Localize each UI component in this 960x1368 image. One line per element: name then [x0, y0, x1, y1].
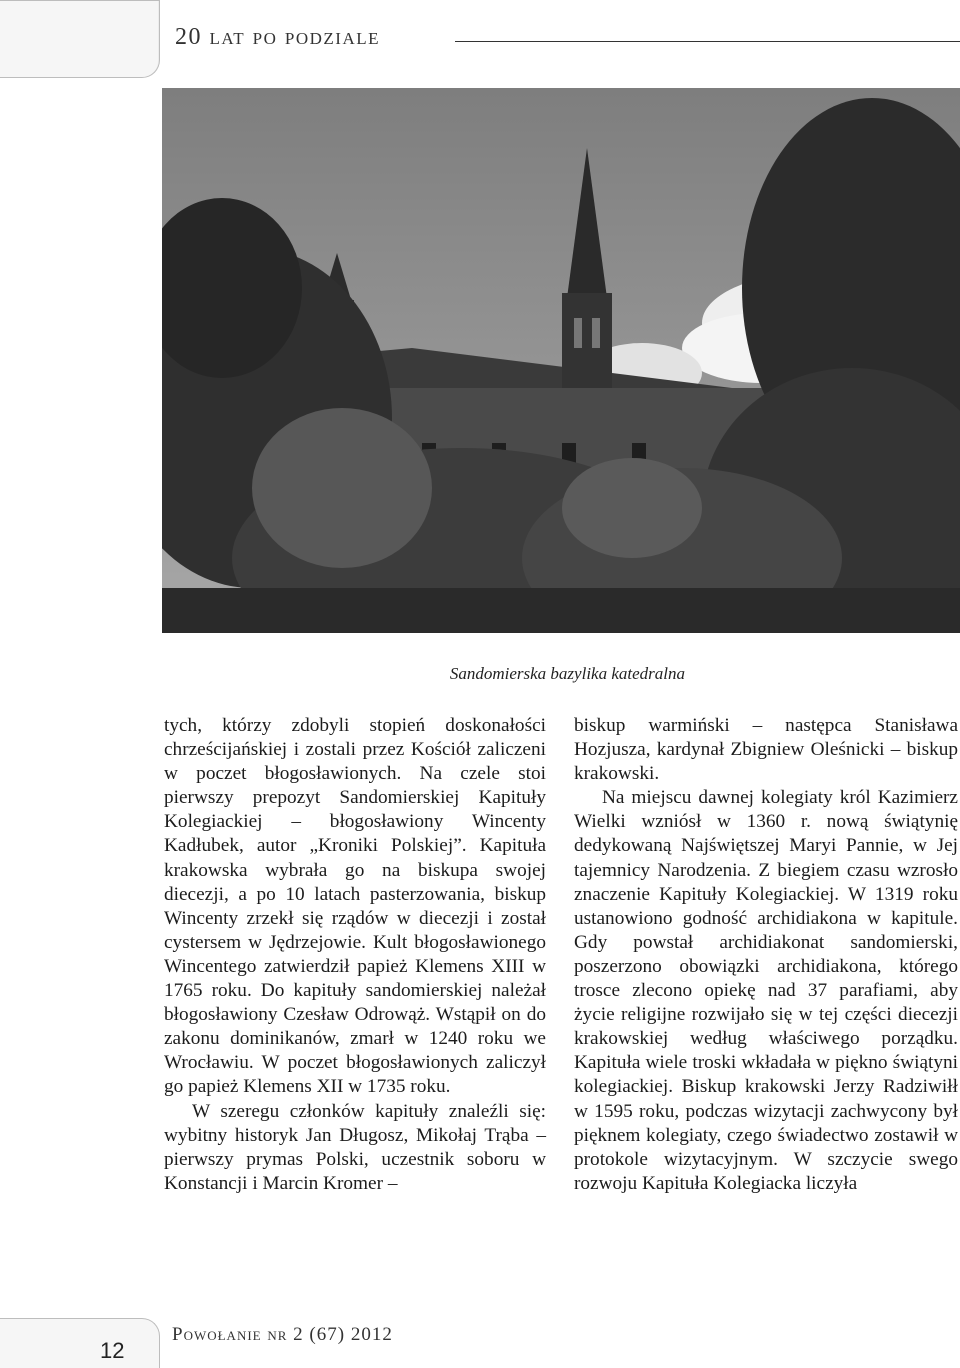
left-paragraph-2: W szeregu członków kapituły znaleźli się: wybitny historyk Jan Długosz, Mikołaj Trąba – pierwszy prymas Polski, uczestnik soboru w Konstancji i Marcin Kromer –: [164, 1100, 546, 1194]
left-column: [164, 714, 546, 1196]
header-rule: [455, 41, 960, 42]
page-number: 12: [100, 1338, 125, 1363]
right-paragraph-1: biskup warmiński – następca Stanisława Hozjusza, kardynał Zbigniew Oleśnicki – biskup krakowski.: [574, 715, 958, 785]
section-title: 20 lat po podziale: [175, 24, 380, 50]
left-paragraph-1: tych, którzy zdobyli stopień doskonałości chrześcijańskiej i zostali przez Kościół zaliczeni w poczet błogosławionych. Na czele stoi pierwszy prepozyt Sandomierskiej Kapituły Kolegiackiej – błogosławiony Wincenty Kadłubek, autor „Kroniki Polskiej”. Kapituła krakowska wybrała go na biskupa swojej diecezji, a po 10 latach pasterzowania, biskup Wincenty zrzekł się rządów w diecezji i został cystersem w Jędrzejowie. Kult błogosławionego Wincentego zatwierdził papież Klemens XIII w 1765 roku. Do kapituły sandomierskiej należał błogosławiony Czesław Odrowąż. Wstąpił on do zakonu dominikanów, zmarł w 1240 roku we Wrocławiu. W poczet błogosławionych zaliczył go papież Klemens XII w 1735 roku.: [164, 715, 546, 1098]
right-column: [574, 714, 958, 1196]
publication-title: Powołanie nr 2 (67) 2012: [172, 1324, 393, 1345]
cathedral-photo: [162, 88, 960, 633]
footer-tab: [0, 1318, 160, 1368]
corner-tab: [0, 0, 160, 78]
photo-caption: Sandomierska bazylika katedralna: [449, 664, 685, 683]
right-paragraph-2: Na miejscu dawnej kolegiaty król Kazimierz Wielki wzniósł w 1360 r. nową świątynię dedykowaną Najświętszej Maryi Pannie, w Jej tajemnicy Narodzenia. Z biegiem czasu wzrosło znaczenie Kapituły Kolegiackiej. W 1319 roku ustanowiono godność archidiakona w kapitule. Gdy powstał archidiakonat sandomierski, poszerzono obowiązki archidiakona, którego trosce zlecono opiekę nad 37 parafiami, aby życie religijne rozwijało się w tej części diecezji krakowskiej według właściwego porządku. Kapituła wiele troski wkładała w piękno świątyni kolegiackiej. Biskup krakowski Jerzy Radziwiłł w 1595 roku, podczas wizytacji zachwycony był pięknem kolegiaty, czego świadectwo zostawił w protokole wizytacyjnym. W szczycie swego rozwoju Kapituła Kolegiacka liczyła: [574, 787, 958, 1194]
